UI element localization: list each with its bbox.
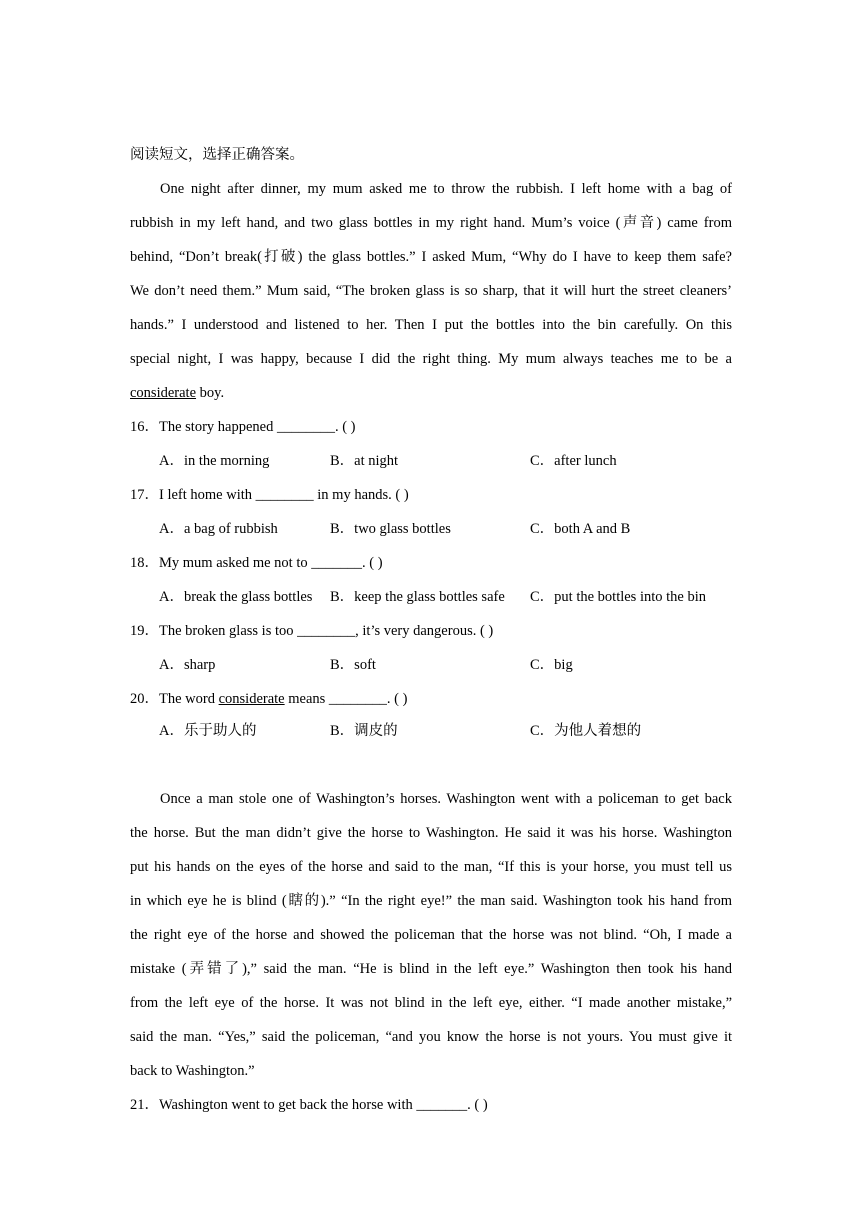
option-c: C．put the bottles into the bin bbox=[530, 589, 707, 605]
passage1-line: special night, I was happy, because I did the right thing. My mum always teaches me to be a bbox=[130, 351, 732, 367]
question-19 bbox=[130, 614, 732, 648]
passage2-line: mistake (弄错了),” said the man. “He is blind in the left eye.” Washington then took his hand bbox=[130, 961, 732, 977]
question-number: 19． bbox=[130, 623, 159, 639]
question-number: 18． bbox=[130, 555, 159, 571]
question-number: 21． bbox=[130, 1097, 159, 1113]
option-b: B．soft bbox=[330, 657, 376, 673]
question-18 bbox=[130, 546, 732, 580]
passage1-line: hands.” I understood and listened to her. Then I put the bottles into the bin carefully. On this bbox=[130, 317, 732, 333]
option-c: C．after lunch bbox=[530, 453, 617, 469]
question-text: The broken glass is too ________, it’s very dangerous. ( ) bbox=[159, 623, 494, 639]
question-number: 20． bbox=[130, 691, 159, 707]
option-a: A．break the glass bottles bbox=[159, 589, 313, 605]
passage2-line: the horse. But the man didn’t give the horse to Washington. He said it was his horse. Washington bbox=[130, 825, 732, 841]
question-text-pre: The word bbox=[159, 691, 219, 707]
question-17 bbox=[130, 478, 732, 512]
question-16 bbox=[130, 410, 732, 444]
option-b: B．keep the glass bottles safe bbox=[330, 589, 505, 605]
option-b: B．at night bbox=[330, 453, 399, 469]
passage2-line: put his hands on the eyes of the horse and said to the man, “If this is your horse, you must tell us bbox=[130, 859, 732, 875]
passage1-line: We don’t need them.” Mum said, “The broken glass is so sharp, that it will hurt the street cleaners’ bbox=[130, 283, 732, 299]
passage2-last-line: back to Washington.” bbox=[130, 1063, 255, 1079]
question-20 bbox=[130, 682, 732, 716]
underlined-word: considerate bbox=[218, 691, 285, 707]
passage1-line: behind, “Don’t break(打破) the glass bottles.” I asked Mum, “Why do I have to keep them safe? bbox=[130, 249, 732, 265]
question-text: The story happened ________. ( ) bbox=[159, 419, 356, 435]
option-b: B．two glass bottles bbox=[330, 521, 451, 537]
question-text: Washington went to get back the horse with _______. ( ) bbox=[159, 1097, 488, 1113]
option-a: A．in the morning bbox=[159, 453, 270, 469]
passage2-line: said the man. “Yes,” said the policeman, “and you know the horse is not yours. You must give it bbox=[130, 1029, 732, 1045]
passage2-line: the right eye of the horse and showed the policeman that the horse was not blind. “Oh, I made a bbox=[130, 927, 732, 943]
question-number: 17． bbox=[130, 487, 159, 503]
question-text-post: means ________. ( ) bbox=[284, 691, 408, 707]
underlined-word: considerate bbox=[130, 385, 197, 401]
passage1-line: One night after dinner, my mum asked me to throw the rubbish. I left home with a bag of bbox=[160, 181, 732, 197]
question-21 bbox=[130, 1088, 732, 1122]
instruction: 阅读短文，选择正确答案。 bbox=[130, 147, 304, 163]
passage1-last-rest: boy. bbox=[196, 385, 225, 401]
option-a: A．乐于助人的 bbox=[159, 723, 257, 739]
passage2-line: in which eye he is blind (瞎的).” “In the right eye!” the man said. Washington took his hand from bbox=[130, 893, 732, 909]
option-c: C．为他人着想的 bbox=[530, 723, 642, 739]
option-c: C．big bbox=[530, 657, 573, 673]
passage1-line: rubbish in my left hand, and two glass bottles in my right hand. Mum’s voice (声音) came from bbox=[130, 215, 732, 231]
option-a: A．sharp bbox=[159, 657, 216, 673]
passage1-last-line bbox=[130, 376, 732, 410]
question-text: I left home with ________ in my hands. ( ) bbox=[159, 487, 409, 503]
option-b: B．调皮的 bbox=[330, 723, 398, 739]
question-number: 16． bbox=[130, 419, 159, 435]
passage2-line: from the left eye of the horse. It was not blind in the left eye, either. “I made another mistake,” bbox=[130, 995, 732, 1011]
passage2-line: Once a man stole one of Washington’s horses. Washington went with a policeman to get back bbox=[160, 791, 732, 807]
question-text: My mum asked me not to _______. ( ) bbox=[159, 555, 383, 571]
option-c: C．both A and B bbox=[530, 521, 631, 537]
option-a: A．a bag of rubbish bbox=[159, 521, 278, 537]
